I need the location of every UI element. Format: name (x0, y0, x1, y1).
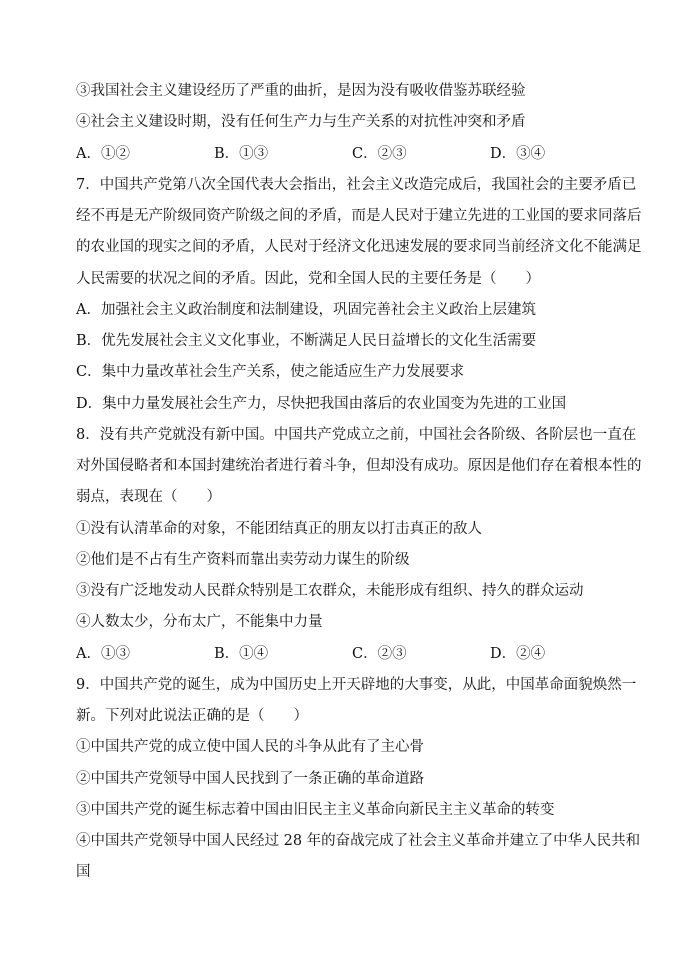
q6-item-3: ③我国社会主义建设经历了严重的曲折，是因为没有吸收借鉴苏联经验 (76, 83, 526, 99)
q7-stem-line: 7．中国共产党第八次全国代表大会指出，社会主义改造完成后，我国社会的主要矛盾已 (76, 177, 637, 193)
q6-choice-d: D．③④ (490, 146, 546, 162)
q7-stem-line: 的农业国的现实之间的矛盾，人民对于经济文化迅速发展的要求同当前经济文化不能满足 (76, 239, 642, 255)
q8-item-4: ④人数太少，分布太广，不能集中力量 (76, 614, 323, 630)
q9-item-2: ②中国共产党领导中国人民找到了一条正确的革命道路 (76, 771, 424, 787)
q8-item-3: ③没有广泛地发动人民群众特别是工农群众，未能形成有组织、持久的群众运动 (76, 583, 584, 599)
q8-choices (76, 644, 636, 664)
q8-choice-d: D．②④ (490, 646, 546, 662)
q8-item-2: ②他们是不占有生产资料而靠出卖劳动力谋生的阶级 (76, 552, 410, 568)
q9-item-4-continued: 国 (76, 864, 91, 880)
q9-stem-line: 新。下列对此说法正确的是（ ） (76, 708, 308, 724)
q8-item-1: ①没有认清革命的对象，不能团结真正的朋友以打击真正的敌人 (76, 521, 482, 537)
q9-stem-line: 9．中国共产党的诞生，成为中国历史上开天辟地的大事变，从此，中国革命面貌焕然一 (76, 677, 637, 693)
q6-item-4: ④社会主义建设时期，没有任何生产力与生产关系的对抗性冲突和矛盾 (76, 114, 526, 130)
q9-item-3: ③中国共产党的诞生标志着中国由旧民主主义革命向新民主主义革命的转变 (76, 802, 555, 818)
q7-option-d: D．集中力量发展社会生产力，尽快把我国由落后的农业国变为先进的工业国 (76, 396, 567, 412)
q8-stem-line: 对外国侵略者和本国封建统治者进行着斗争，但却没有成功。原因是他们存在着根本性的 (76, 458, 642, 474)
q8-stem-line: 弱点，表现在（ ） (76, 489, 221, 505)
q9-item-1: ①中国共产党的成立使中国人民的斗争从此有了主心骨 (76, 739, 424, 755)
q7-option-c: C．集中力量改革社会生产关系，使之能适应生产力发展要求 (76, 364, 465, 380)
q8-choice-b: B．①④ (214, 646, 269, 662)
q9-item-4: ④中国共产党领导中国人民经过 28 年的奋战完成了社会主义革命并建立了中华人民共和 (76, 833, 641, 849)
q8-stem-line: 8．没有共产党就没有新中国。中国共产党成立之前，中国社会各阶级、各阶层也一直在 (76, 427, 637, 443)
q7-stem-line: 经不再是无产阶级同资产阶级之间的矛盾，而是人民对于建立先进的工业国的要求同落后 (76, 208, 642, 224)
q7-option-b: B．优先发展社会主义文化事业，不断满足人民日益增长的文化生活需要 (76, 333, 537, 349)
q6-choice-c: C．②③ (352, 146, 407, 162)
q7-option-a: A．加强社会主义政治制度和法制建设，巩固完善社会主义政治上层建筑 (76, 302, 536, 318)
q8-choice-c: C．②③ (352, 646, 407, 662)
q7-stem-line: 人民需要的状况之间的矛盾。因此，党和全国人民的主要任务是（ ） (76, 271, 540, 287)
q6-choice-a: A．①② (76, 146, 130, 162)
q6-choices (76, 144, 636, 164)
q6-choice-b: B．①③ (214, 146, 269, 162)
q8-choice-a: A．①③ (76, 646, 130, 662)
